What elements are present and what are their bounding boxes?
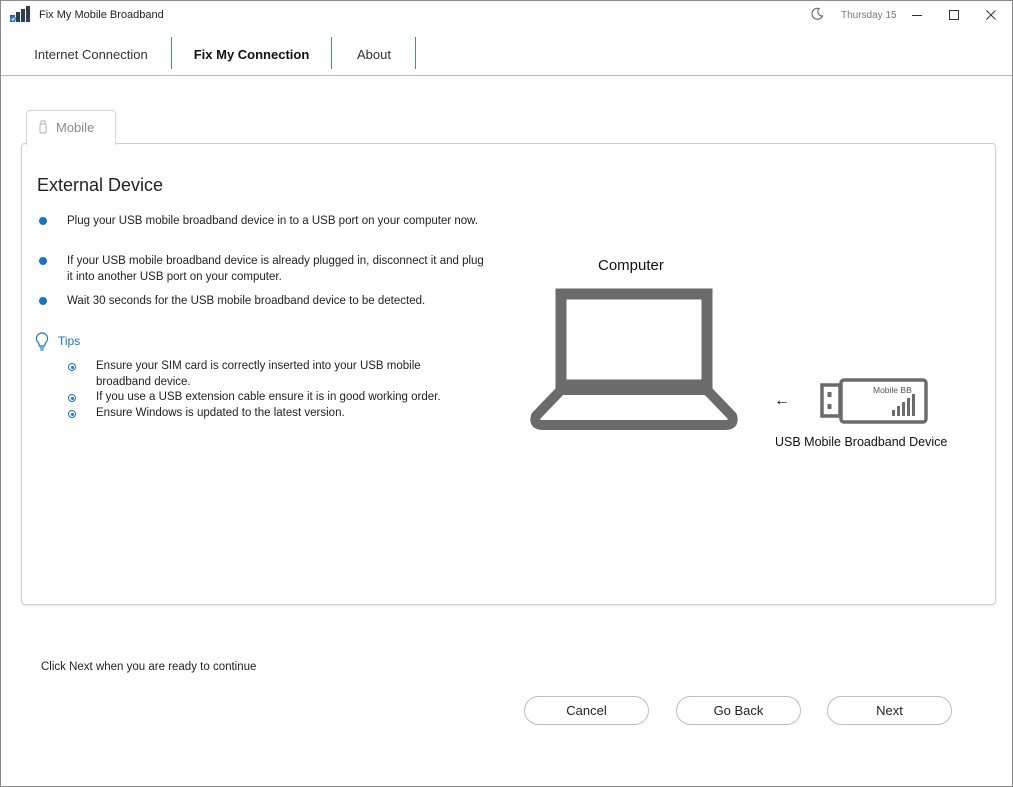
tab-mobile-label: Mobile [56, 120, 95, 135]
window-title: Fix My Mobile Broadband [39, 9, 164, 21]
tips-heading: Tips [58, 334, 81, 348]
arrow-left-icon: ← [774, 392, 790, 409]
step-item: If your USB mobile broadband device is already plugged in, disconnect it and plug it into another USB port on your computer. [67, 255, 484, 283]
tab-about[interactable]: About [357, 46, 391, 62]
date-display: Thursday 15 [841, 10, 897, 21]
bullet-dot [39, 297, 47, 305]
laptop-icon [529, 287, 739, 435]
section-title: External Device [37, 175, 164, 195]
tip-item: Ensure your SIM card is correctly inserted into your USB mobile broadband device. [96, 360, 421, 388]
minimize-button[interactable] [900, 1, 934, 29]
main-navigation [1, 29, 1012, 76]
bullet-dot [39, 257, 47, 265]
cancel-button[interactable]: Cancel [524, 696, 649, 725]
maximize-icon [948, 9, 960, 21]
minimize-icon [911, 9, 923, 21]
usb-tag-text: Mobile BB [873, 385, 912, 395]
tip-bullet-icon [68, 363, 76, 371]
lightbulb-icon [35, 332, 49, 352]
go-back-button[interactable]: Go Back [676, 696, 801, 725]
tip-item: If you use a USB extension cable ensure it is in good working order. [96, 391, 441, 403]
tab-mobile[interactable] [26, 110, 116, 145]
usb-device-label: USB Mobile Broadband Device [775, 435, 948, 449]
computer-label: Computer [598, 257, 664, 274]
tab-fix-my-connection[interactable]: Fix My Connection [193, 46, 310, 62]
tab-divider [415, 37, 416, 69]
usb-modem-icon [819, 378, 929, 426]
tab-internet-connection[interactable]: Internet Connection [34, 46, 148, 62]
maximize-button[interactable] [937, 1, 971, 29]
title-bar [1, 1, 1012, 29]
close-button[interactable] [974, 1, 1008, 29]
usb-stick-icon [37, 120, 49, 134]
continue-instruction: Click Next when you are ready to continue [41, 661, 257, 673]
bullet-dot [39, 217, 47, 225]
step-item: Plug your USB mobile broadband device in to a USB port on your computer now. [67, 215, 479, 227]
signal-bars-app-icon [10, 6, 32, 24]
tip-bullet-icon [68, 394, 76, 402]
next-button[interactable]: Next [827, 696, 952, 725]
moon-icon[interactable] [810, 7, 824, 21]
tab-divider [331, 37, 332, 69]
tip-bullet-icon [68, 410, 76, 418]
close-icon [985, 9, 997, 21]
step-item: Wait 30 seconds for the USB mobile broadband device to be detected. [67, 295, 426, 307]
tip-item: Ensure Windows is updated to the latest version. [96, 407, 345, 419]
tab-divider [171, 37, 172, 69]
